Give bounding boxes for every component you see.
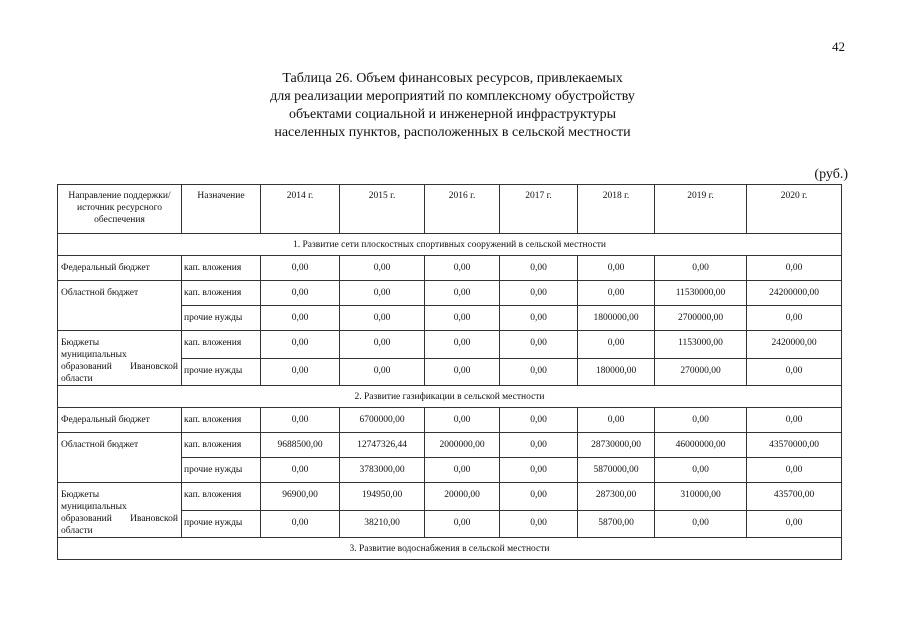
value-cell: 0,00 [261,306,340,331]
value-cell: 2000000,00 [425,433,500,458]
header-row [58,185,842,234]
value-cell: 0,00 [340,331,425,359]
value-cell: 6700000,00 [340,408,425,433]
source-cell: Федеральный бюджет [58,256,182,281]
header-year: 2014 г. [261,185,340,234]
section-row [58,234,842,256]
value-cell: 2420000,00 [747,331,842,359]
purpose-cell: кап. вложения [182,433,261,458]
value-cell: 0,00 [500,358,578,386]
value-cell: 0,00 [425,458,500,483]
table-row [58,433,842,458]
value-cell: 0,00 [500,433,578,458]
title-line: Таблица 26. Объем финансовых ресурсов, привлекаемых [282,71,623,86]
value-cell: 0,00 [578,281,655,306]
value-cell: 43570000,00 [747,433,842,458]
source-label-line: Бюджеты [61,490,100,500]
value-cell: 0,00 [261,331,340,359]
value-cell: 0,00 [655,458,747,483]
value-cell: 0,00 [500,408,578,433]
value-cell: 0,00 [747,358,842,386]
header-source: Направление поддержки/источник ресурсного обеспечения [58,185,182,234]
value-cell: 0,00 [747,256,842,281]
purpose-cell: прочие нужды [182,306,261,331]
section-row [58,538,842,560]
source-cell: Областной бюджет [58,433,182,483]
value-cell: 0,00 [340,306,425,331]
title-line: населенных пунктов, расположенных в сельской местности [274,125,631,140]
value-cell: 0,00 [747,306,842,331]
value-cell: 0,00 [340,256,425,281]
value-cell: 0,00 [500,256,578,281]
value-cell: 270000,00 [655,358,747,386]
source-label-line: муниципальных [61,502,127,512]
section-row [58,386,842,408]
header-year: 2017 г. [500,185,578,234]
value-cell: 1800000,00 [578,306,655,331]
purpose-cell: кап. вложения [182,331,261,359]
value-cell: 1153000,00 [655,331,747,359]
value-cell: 0,00 [747,458,842,483]
section-title: 3. Развитие водоснабжения в сельской местности [58,538,842,560]
header-year: 2018 г. [578,185,655,234]
value-cell: 0,00 [261,408,340,433]
value-cell: 287300,00 [578,483,655,511]
purpose-cell: прочие нужды [182,358,261,386]
source-label-line: Бюджеты [61,338,100,348]
value-cell: 0,00 [500,458,578,483]
value-cell: 0,00 [425,510,500,538]
table-row [58,331,842,359]
value-cell: 0,00 [261,358,340,386]
purpose-cell: кап. вложения [182,281,261,306]
value-cell: 20000,00 [425,483,500,511]
header-year: 2015 г. [340,185,425,234]
value-cell: 0,00 [747,510,842,538]
source-label-line: образований [61,514,112,524]
value-cell: 0,00 [261,458,340,483]
header-year: 2020 г. [747,185,842,234]
value-cell: 0,00 [655,256,747,281]
header-year: 2016 г. [425,185,500,234]
purpose-cell: кап. вложения [182,408,261,433]
source-cell [58,483,182,538]
section-title: 2. Развитие газификации в сельской местности [58,386,842,408]
value-cell: 0,00 [578,331,655,359]
source-label-line: Ивановской [130,514,178,524]
value-cell: 0,00 [655,408,747,433]
value-cell: 38210,00 [340,510,425,538]
value-cell: 0,00 [261,510,340,538]
currency-unit: (руб.) [814,167,848,182]
title-line: для реализации мероприятий по комплексному обустройству [270,89,635,104]
value-cell: 0,00 [500,281,578,306]
value-cell: 0,00 [425,281,500,306]
source-label-line: образований [61,362,112,372]
value-cell: 28730000,00 [578,433,655,458]
value-cell: 0,00 [655,510,747,538]
value-cell: 0,00 [261,256,340,281]
value-cell: 5870000,00 [578,458,655,483]
purpose-cell: кап. вложения [182,256,261,281]
value-cell: 0,00 [500,483,578,511]
value-cell: 0,00 [425,256,500,281]
table-title [0,70,905,142]
source-cell: Областной бюджет [58,281,182,331]
source-label-line: Ивановской [130,362,178,372]
section-title: 1. Развитие сети плоскостных спортивных сооружений в сельской местности [58,234,842,256]
value-cell: 0,00 [578,256,655,281]
source-label-line: области [61,374,93,384]
table-row [58,483,842,511]
value-cell: 0,00 [340,358,425,386]
value-cell: 2700000,00 [655,306,747,331]
purpose-cell: прочие нужды [182,458,261,483]
value-cell: 435700,00 [747,483,842,511]
title-line: объектами социальной и инженерной инфраструктуры [288,107,616,122]
value-cell: 0,00 [500,306,578,331]
value-cell: 194950,00 [340,483,425,511]
value-cell: 96900,00 [261,483,340,511]
source-cell: Федеральный бюджет [58,408,182,433]
value-cell: 0,00 [425,358,500,386]
table-row [58,408,842,433]
table-row [58,281,842,306]
value-cell: 12747326,44 [340,433,425,458]
value-cell: 58700,00 [578,510,655,538]
table-row [58,256,842,281]
value-cell: 46000000,00 [655,433,747,458]
value-cell: 0,00 [747,408,842,433]
value-cell: 24200000,00 [747,281,842,306]
header-purpose: Назначение [182,185,261,234]
value-cell: 0,00 [340,281,425,306]
value-cell: 0,00 [500,331,578,359]
value-cell: 0,00 [500,510,578,538]
value-cell: 9688500,00 [261,433,340,458]
value-cell: 0,00 [578,408,655,433]
value-cell: 3783000,00 [340,458,425,483]
financing-table [57,184,842,560]
value-cell: 0,00 [261,281,340,306]
page-number: 42 [832,39,845,54]
value-cell: 180000,00 [578,358,655,386]
source-label-line: области [61,526,93,536]
value-cell: 0,00 [425,306,500,331]
header-year: 2019 г. [655,185,747,234]
purpose-cell: кап. вложения [182,483,261,511]
value-cell: 0,00 [425,331,500,359]
purpose-cell: прочие нужды [182,510,261,538]
value-cell: 310000,00 [655,483,747,511]
value-cell: 11530000,00 [655,281,747,306]
source-label-line: муниципальных [61,350,127,360]
source-cell [58,331,182,386]
value-cell: 0,00 [425,408,500,433]
